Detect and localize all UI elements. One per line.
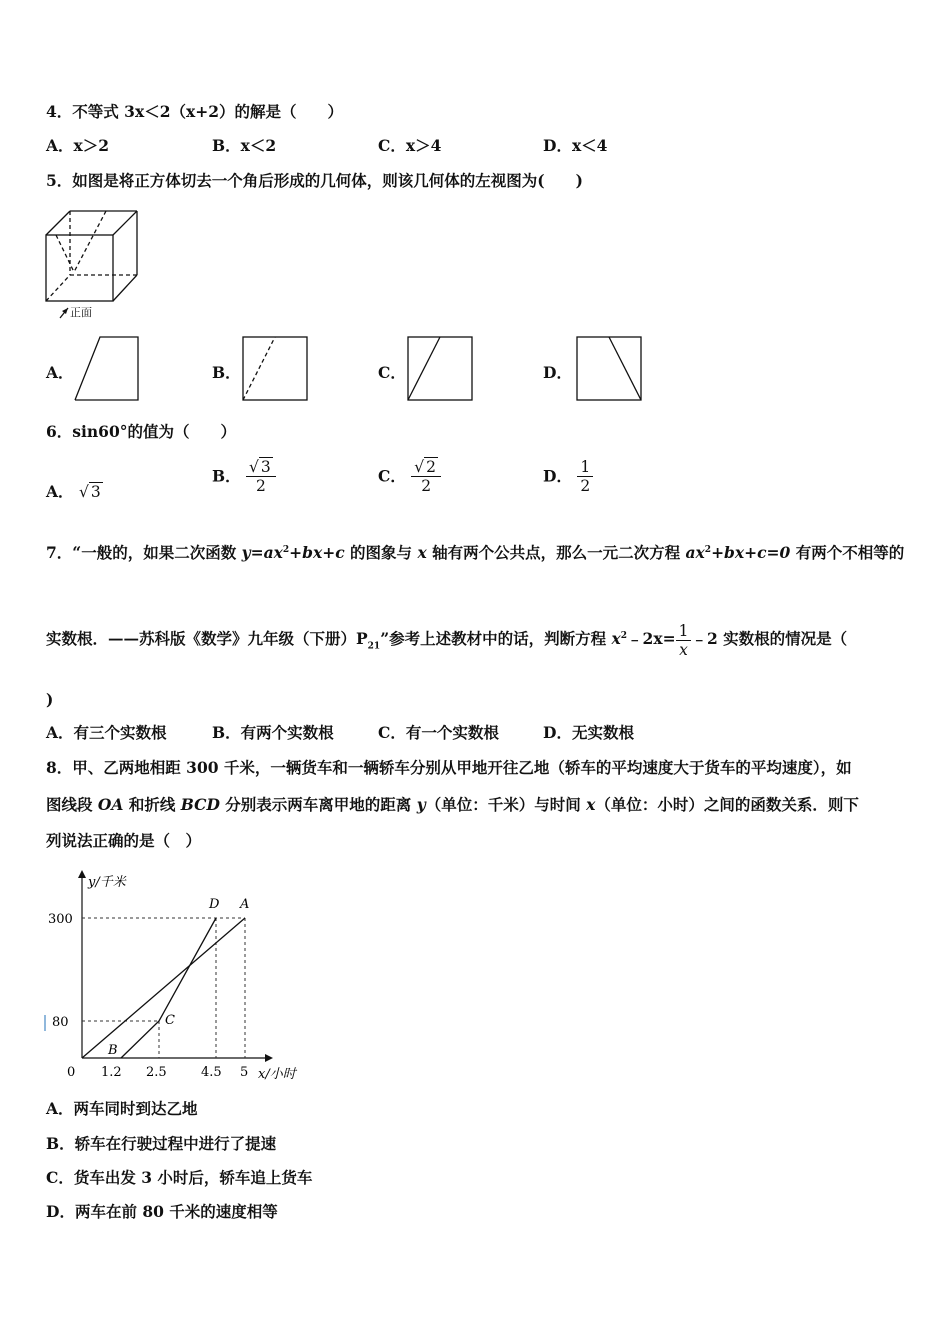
x-tick-1-2: 1.2 [101,1065,122,1080]
q6-option-c[interactable] [378,458,441,495]
q7-line-2: 实数根．——苏科版《数学》九年级（下册）$P_{21}$”参考上述教材中的话，判断方程 $x^2﹣2x=$ $\frac{1}{x}$ ﹣2 实数根的情况是（ [46,621,848,659]
q8-option-b[interactable]: B．轿车在行驶过程中进行了提速 [46,1134,277,1153]
denominator: 2 [421,477,432,495]
point-a-label: A [240,897,250,912]
segment-oa [82,918,245,1058]
q5-option-c-figure[interactable] [406,335,476,403]
q7-line-3: ) [46,690,54,709]
numerator: 3 [260,458,271,476]
x-tick-5: 5 [240,1065,249,1080]
numerator: 2 [426,458,437,476]
q7-option-b[interactable]: B．有两个实数根 [212,723,334,742]
q8-option-a[interactable]: A．两车同时到达乙地 [46,1099,198,1118]
y-axis-arrow-icon [78,870,86,878]
point-b-label: B [108,1043,118,1058]
q6-option-c-label: C． [378,466,406,486]
x-tick-0: 0 [67,1065,76,1080]
q8-option-d[interactable]: D．两车在前 80 千米的速度相等 [46,1202,278,1221]
point-d-label: D [209,897,220,912]
q5-option-a-figure[interactable] [72,335,142,403]
q6-stem: 6．sin60°的值为（ ） [46,422,236,441]
x-axis-label: x/小时 [258,1067,296,1082]
q8-line-2: 图线段 OA 和折线 BCD 分别表示两车离甲地的距离 y（单位：千米）与时间 x（单位：小时）之间的函数关系．则下 [46,795,859,814]
q5-stem: 5．如图是将正方体切去一个角后形成的几何体，则该几何体的左视图为( ) [46,171,583,190]
q5-option-d-figure[interactable] [575,335,645,403]
q8-option-c[interactable]: C．货车出发 3 小时后，轿车追上货车 [46,1168,313,1187]
q8-line-1: 8．甲、乙两地相距 300 千米，一辆货车和一辆轿车分别从甲地开往乙地（轿车的平均速度大于货车的平均速度），如 [46,758,852,777]
polyline-bcd [121,918,216,1058]
q4-option-d[interactable]: D．x＜4 [543,136,608,155]
point-c-label: C [165,1013,175,1028]
q7-option-d[interactable]: D．无实数根 [543,723,634,742]
q6-option-a[interactable] [46,481,103,503]
x-tick-2-5: 2.5 [146,1065,167,1080]
q6-option-d[interactable] [543,458,593,495]
fraction-1-over-2 [577,458,593,495]
q8-distance-time-graph [40,868,310,1088]
q5-option-b-figure[interactable] [241,335,311,403]
q6-option-b-label: B． [212,466,241,486]
q4-option-b[interactable]: B．x＜2 [212,136,277,155]
cube-front-face [46,235,113,301]
q6-option-b[interactable] [212,458,276,495]
denominator: 2 [580,477,591,495]
arrow-head-icon [62,308,68,314]
q4-stem: 4．不等式 3x＜2（x+2）的解是（ ） [46,102,344,121]
x-axis-arrow-icon [265,1054,273,1062]
front-label: 正面 [70,306,92,319]
q5-option-a-label[interactable]: A． [46,363,74,382]
sqrt-3: √ 3 [78,483,101,501]
q5-option-b-label[interactable]: B． [212,363,241,382]
q7-option-a[interactable]: A．有三个实数根 [46,723,167,742]
x-tick-4-5: 4.5 [201,1065,222,1080]
q5-solid-figure [40,205,150,325]
q7-option-c[interactable]: C．有一个实数根 [378,723,499,742]
fraction-sqrt3-over-2: $\frac{√ 3}{2}$ [246,458,276,495]
radicand: 3 [90,483,101,501]
q6-option-a-label: A． [46,482,74,501]
denominator: 2 [255,477,266,495]
q8-line-3: 列说法正确的是（ ） [46,831,202,850]
fraction-1-over-x: $\frac{1}{x}$ [676,622,692,659]
q4-option-c[interactable]: C．x＞4 [378,136,442,155]
q4-option-a[interactable]: A．x＞2 [46,136,110,155]
y-axis-label: y/千米 [88,875,126,890]
y-tick-300: 300 [48,912,73,927]
q6-option-d-label: D． [543,466,572,486]
q5-option-c-label[interactable]: C． [378,363,406,382]
fraction-sqrt2-over-2: $\frac{√ 2}{2}$ [411,458,441,495]
y-tick-80: 80 [52,1015,69,1030]
numerator: 1 [577,458,593,477]
q7-line-1: 7．“一般的，如果二次函数 $y=ax^2+bx+c$ 的图象与 x 轴有两个公共点，那么一元二次方程 $ax^2+bx+c=0$ 有两个不相等的 [46,543,905,563]
q5-option-d-label[interactable]: D． [543,363,572,382]
